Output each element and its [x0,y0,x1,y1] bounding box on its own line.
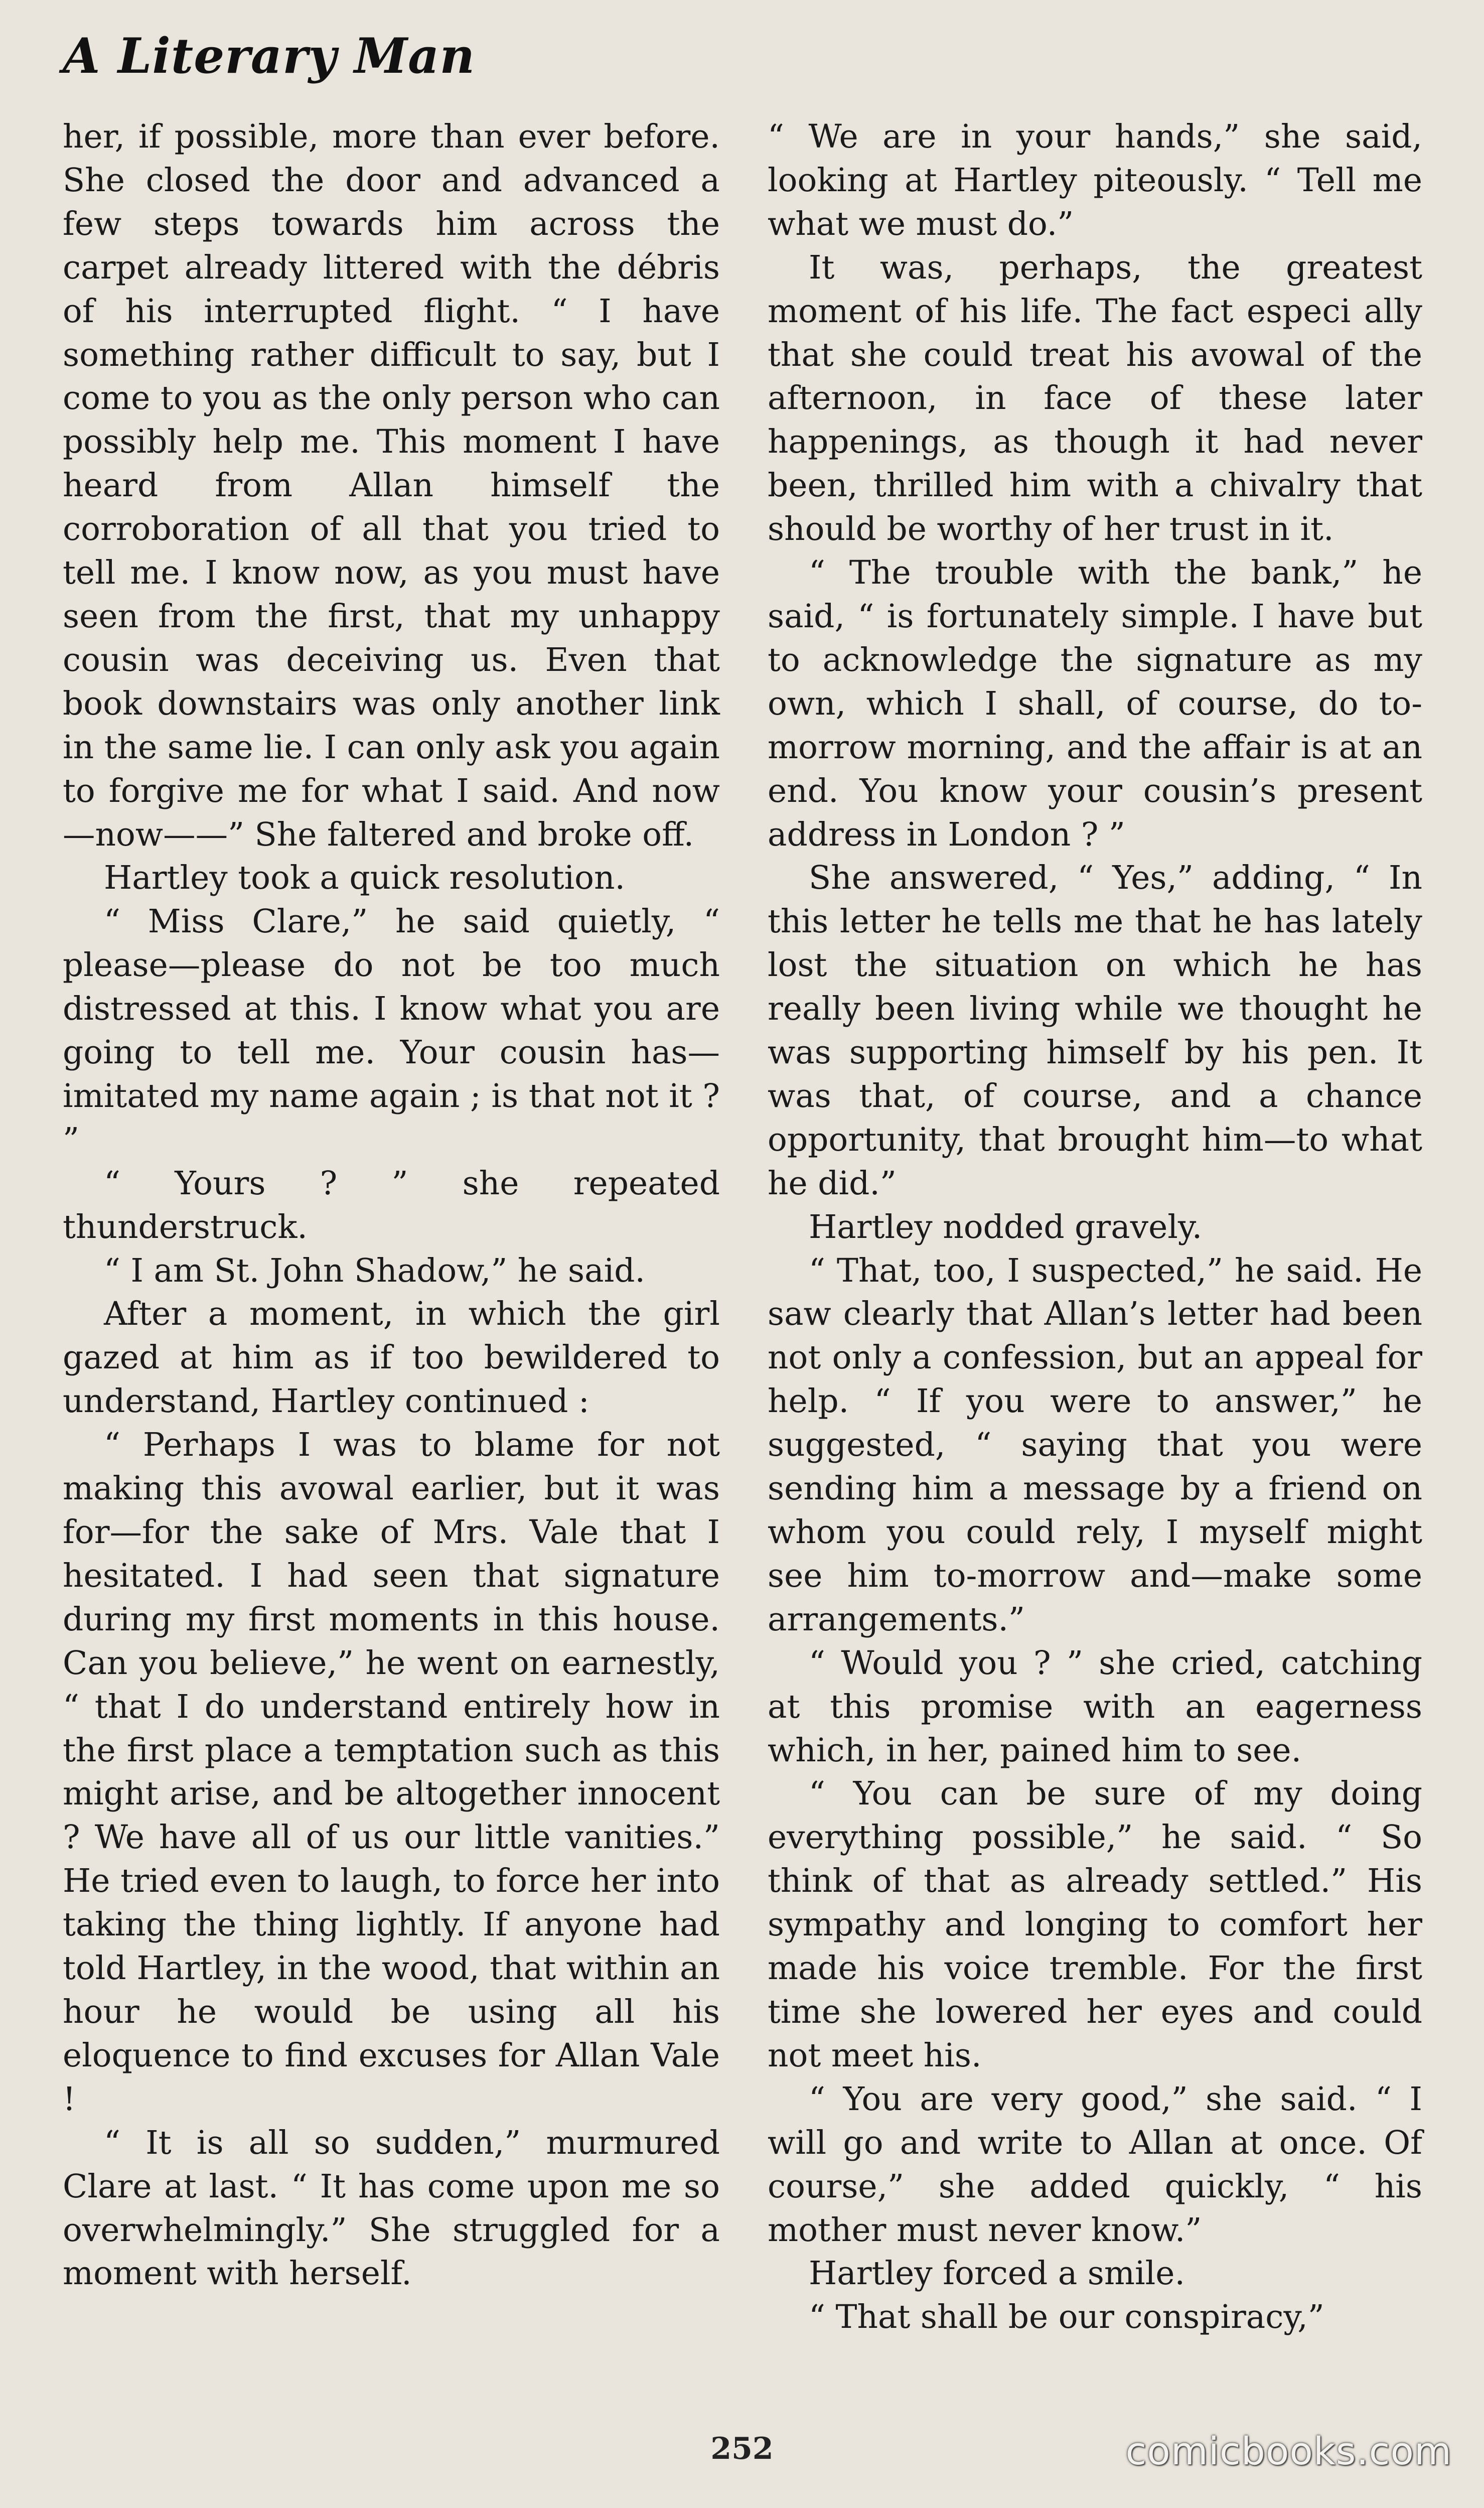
paragraph: “ Miss Clare,” he said quietly, “ please—please do not be too much distressed at this. I know what you are going to tell me. Your cousin has—imitated my name again ; is that not it ? ” [63,903,720,1159]
paragraph: “ That shall be our conspiracy,” [809,2298,1324,2336]
paragraph: It was, perhaps, the greatest moment of his life. The fact especi ally that she could treat his avowal of the afternoon, in face of these later happenings, as though it had never been, thrilled him with a chivalry that should be worthy of her trust in it. [768,248,1422,548]
paragraph: “ You can be sure of my doing everything possible,” he said. “ So think of that as already settled.” His sympathy and longing to comfort her made his voice tremble. For the first time she lowered her eyes and could not meet his. [768,1775,1422,2074]
paragraph: her, if possible, more than ever before. She closed the door and advanced a few steps towards him across the carpet already littered with the débris of his interrupted flight. “ I have something rather difficult to say, but I come to you as the only person who can possibly help me. This moment I have heard from Allan himself the corroboration of all that you tried to tell me. I know now, as you must have seen from the first, that my unhappy cousin was deceiving us. Even that book downstairs was only another link in the same lie. I can only ask you again to forgive me for what I said. And now—now——” She faltered and broke off. [63,118,720,854]
paragraph: “ Perhaps I was to blame for not making this avowal earlier, but it was for—for the sake of Mrs. Vale that I hesitated. I had seen that signature during my first moments in this house. Can you believe,” he went on earnestly, “ that I do understand entirely how in the first place a temptation such as this might arise, and be altogether innocent ? We have all of us our little vanities.” He tried even to laugh, to force her into taking the thing lightly. If anyone had told Hartley, in the wood, that within an hour he would be using all his eloquence to find excuses for Allan Vale ! [63,1426,720,2118]
page-number: 252 [710,2431,774,2466]
paragraph: Hartley took a quick resolution. [104,859,626,897]
paragraph: Hartley forced a smile. [809,2255,1185,2293]
right-column [768,115,1422,2339]
paragraph: “ We are in your hands,” she said, looking at Hartley piteously. “ Tell me what we must do.” [768,118,1422,243]
paragraph: “ Would you ? ” she cried, catching at this promise with an eagerness which, in her, pained him to see. [768,1644,1422,1769]
paragraph: “ The trouble with the bank,” he said, “ is fortunately simple. I have but to acknowledge the signature as my own, which I shall, of course, do to-morrow morning, and the affair is at an end. You know your cousin’s present address in London ? ” [768,554,1422,854]
paragraph: “ You are very good,” she said. “ I will go and write to Allan at once. Of course,” she added quickly, “ his mother must never know.” [768,2080,1422,2249]
paragraph: After a moment, in which the girl gazed at him as if too bewildered to understand, Hartley continued : [63,1295,720,1421]
paragraph: “ I am St. John Shadow,” he said. [104,1251,645,1290]
paragraph: “ It is all so sudden,” murmured Clare at last. “ It has come upon me so overwhelmingly.” She struggled for a moment with herself. [63,2124,720,2293]
paragraph: She answered, “ Yes,” adding, “ In this letter he tells me that he has lately lost the situation on which he has really been living while we thought he was supporting himself by his pen. It was that, of course, and a chance opportunity, that brought him—to what he did.” [768,859,1422,1202]
paragraph: “ That, too, I suspected,” he said. He saw clearly that Allan’s letter had been not only a confession, but an appeal for help. “ If you were to answer,” he suggested, “ saying that you were sending him a message by a friend on whom you could rely, I myself might see him to-morrow and—make some arrangements.” [768,1251,1422,1638]
running-header-title: A Literary Man [63,28,476,84]
site-watermark: comicbooks.com [1125,2429,1452,2473]
left-column [63,115,720,2296]
paragraph: “ Yours ? ” she repeated thunderstruck. [63,1164,720,1246]
paragraph: Hartley nodded gravely. [809,1208,1203,1246]
